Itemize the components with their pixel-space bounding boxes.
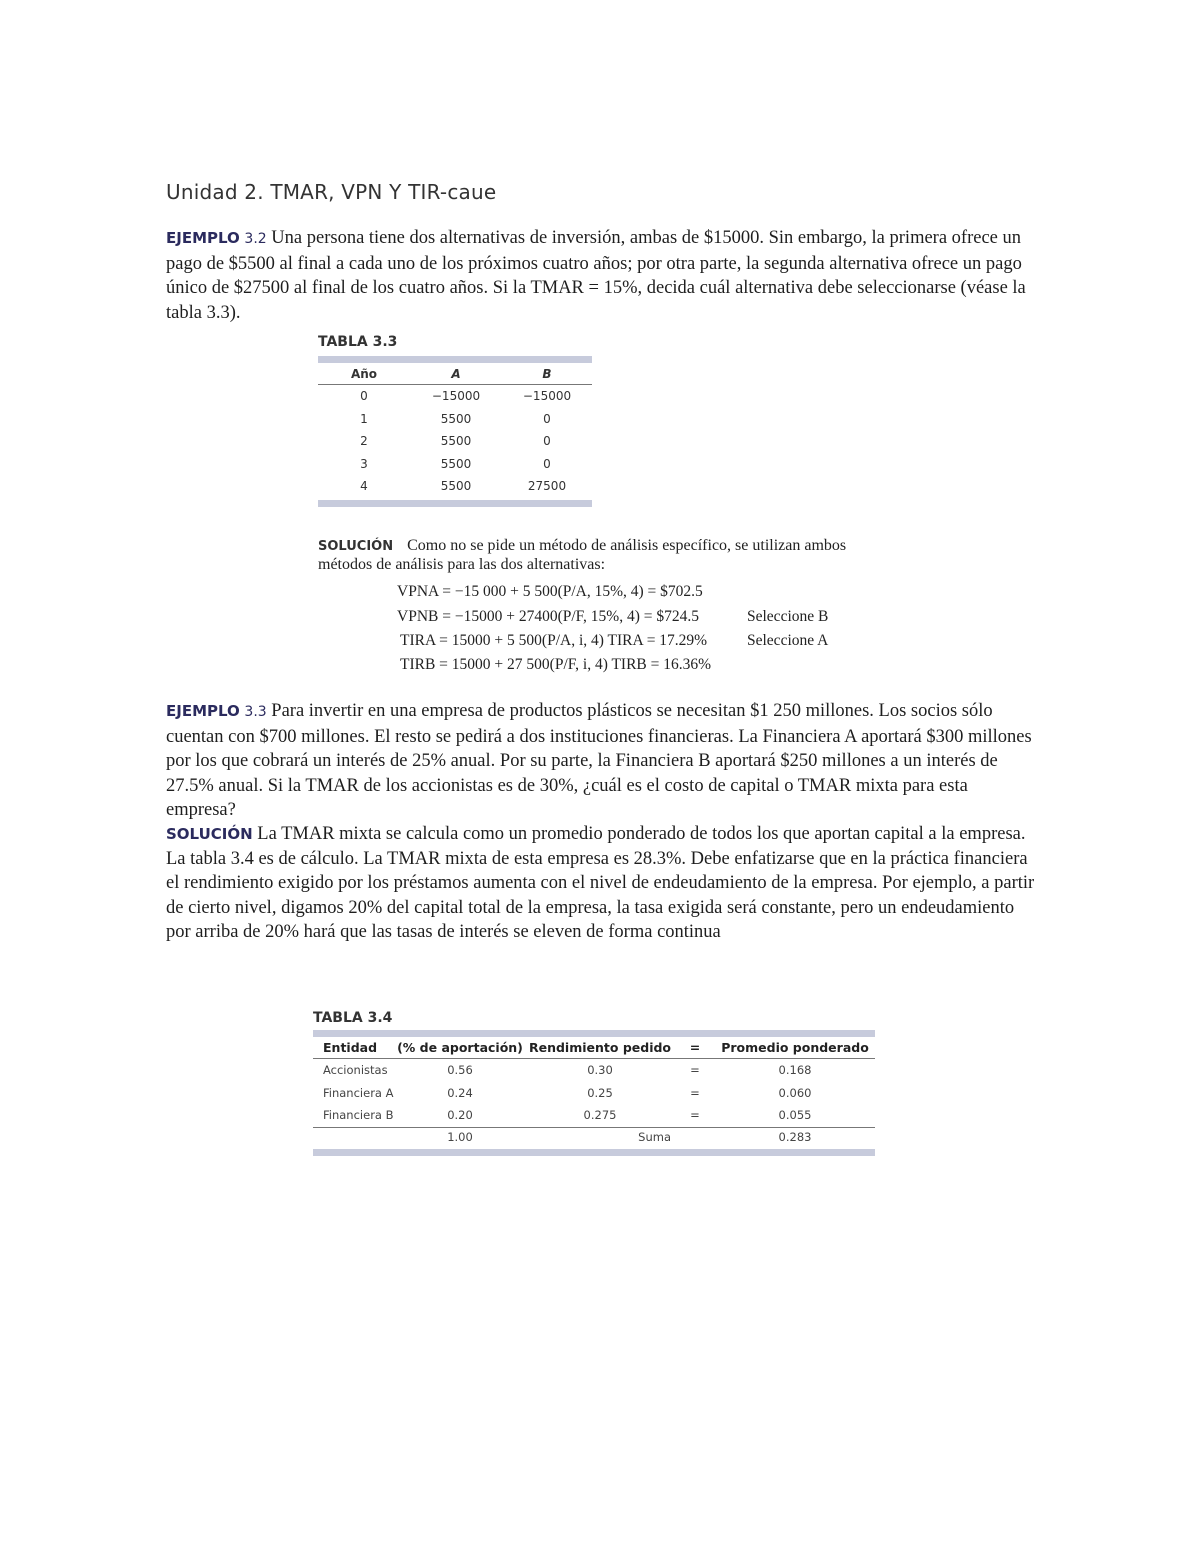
cell: 0.168 (778, 1063, 812, 1078)
header-rendimiento: Rendimiento pedido (528, 1040, 672, 1055)
ejemplo-number: 3.2 (244, 231, 267, 247)
header-b: B (542, 366, 552, 381)
cell: Accionistas (323, 1063, 388, 1078)
formula-tir-b (400, 656, 711, 674)
cell: 0 (543, 434, 551, 449)
cell: 1.00 (447, 1129, 473, 1144)
cell: 3 (360, 456, 368, 471)
formula-vpn-a (397, 583, 703, 601)
table-header-row (313, 1037, 875, 1059)
cell: 0.275 (583, 1108, 617, 1123)
cell: 2 (360, 434, 368, 449)
formula-choice: Seleccione B (747, 608, 829, 625)
formula-expr: TIRA = 15000 + 5 500(P/A, i, 4) TIRA = 17.29% (400, 632, 708, 649)
tabla-3-4 (313, 1010, 875, 1156)
cell: 4 (360, 479, 368, 494)
cell: 0.25 (587, 1085, 613, 1100)
formula-choice: Seleccione A (747, 632, 829, 649)
cell: 0.055 (778, 1108, 812, 1123)
formula-expr: TIRB = 15000 + 27 500(P/F, i, 4) TIRB = 16.36% (400, 656, 712, 673)
cell: 5500 (440, 434, 472, 449)
table-row (318, 408, 592, 431)
table-row (318, 475, 592, 498)
solucion-label: SOLUCIÓN (318, 539, 394, 554)
table-band-bottom (318, 500, 592, 507)
cell: 0.24 (447, 1085, 473, 1100)
header-a: A (451, 366, 461, 381)
header-aportacion: (% de aportación) (397, 1040, 523, 1055)
formula-vpn-b (397, 608, 829, 626)
ejemplo-number: 3.3 (244, 704, 267, 720)
header-equals: = (689, 1040, 701, 1055)
table-band-bottom (313, 1149, 875, 1156)
cell: 0.283 (778, 1129, 812, 1144)
ejemplo-text: Una persona tiene dos alternativas de inversión, ambas de $15000. Sin embargo, la primera ofrece un pago de $5500 al final a cada uno de los próximos cuatro años; por otra parte, la segunda alternativa ofrece un pago único de $27500 al final de los cuatro años. Si la TMAR = 15%, decida cuál alternativa debe seleccionarse (véase la tabla 3.3). (166, 228, 1026, 323)
cell: = (690, 1085, 700, 1100)
table-row (318, 453, 592, 476)
ejemplo-label: EJEMPLO (166, 229, 240, 247)
page-heading: Unidad 2. TMAR, VPN Y TIR-caue (166, 180, 497, 204)
cell: = (690, 1108, 700, 1123)
table-row (313, 1104, 875, 1127)
ejemplo-label: EJEMPLO (166, 702, 240, 720)
table-band-top (313, 1030, 875, 1037)
cell: 0 (360, 389, 368, 404)
solucion-intro (318, 537, 898, 574)
table-row (318, 385, 592, 408)
formula-tir-a (400, 632, 829, 650)
cell: 27500 (527, 479, 567, 494)
cell: 0 (543, 411, 551, 426)
ejemplo-3-3-paragraph (166, 699, 1038, 823)
header-promedio: Promedio ponderado (721, 1040, 869, 1055)
cell: 1 (360, 411, 368, 426)
solucion-3-3-paragraph (166, 822, 1038, 945)
cell: 0 (543, 456, 551, 471)
cell: 0.30 (587, 1063, 613, 1078)
cell: Suma (638, 1129, 671, 1144)
solucion-text: La TMAR mixta se calcula como un promedio ponderado de todos los que aportan capital a la empresa. La tabla 3.4 es de cálculo. La TMAR mixta de esta empresa es 28.3%. Debe enfatizarse que en la práctica financiera el rendimiento exigido por los préstamos aumenta con el nivel de endeudamiento de la empresa. Por ejemplo, a partir de cierto nivel, digamos 20% del capital total de la empresa, la tasa exigida será constante, pero un endeudamiento por arriba de 20% hará que las tasas de interés se eleven de forma continua (166, 824, 1035, 943)
solucion-text: Como no se pide un método de análisis específico, se utilizan ambos métodos de análisis para las dos alternativas: (318, 537, 847, 573)
table-row (313, 1059, 875, 1082)
header-ano: Año (350, 366, 378, 381)
ejemplo-3-2-paragraph (166, 226, 1038, 325)
tabla-3-3 (318, 334, 592, 507)
solucion-3-2 (318, 537, 898, 574)
cell: Financiera B (323, 1108, 394, 1123)
cell: 0.060 (778, 1085, 812, 1100)
cell: 0.20 (447, 1108, 473, 1123)
cell: = (690, 1063, 700, 1078)
table-row (318, 430, 592, 453)
tabla-3-3-title: TABLA 3.3 (318, 334, 398, 350)
cell: 5500 (440, 411, 472, 426)
header-entidad: Entidad (323, 1040, 378, 1055)
cell: 5500 (440, 456, 472, 471)
cell: −15000 (522, 389, 572, 404)
table-band-top (318, 356, 592, 363)
solucion-label: SOLUCIÓN (166, 825, 253, 843)
formula-expr: VPNA = −15 000 + 5 500(P/A, 15%, 4) = $702.5 (397, 583, 703, 600)
cell: −15000 (431, 389, 481, 404)
cell: Financiera A (323, 1085, 394, 1100)
tabla-3-4-title: TABLA 3.4 (313, 1010, 393, 1026)
table-sum-row (313, 1127, 875, 1146)
cell: 0.56 (447, 1063, 473, 1078)
cell: 5500 (440, 479, 472, 494)
table-row (313, 1082, 875, 1105)
ejemplo-text: Para invertir en una empresa de productos plásticos se necesitan $1 250 millones. Los socios sólo cuentan con $700 millones. El resto se pedirá a dos instituciones financieras. La Financiera A aportará $300 millones por los que cobrará un interés de 25% anual. Por su parte, la Financiera B aportará $250 millones a un interés de 27.5% anual. Si la TMAR de los accionistas es de 30%, ¿cuál es el costo de capital o TMAR mixta para esta empresa? (166, 701, 1032, 821)
table-header-row (318, 363, 592, 385)
formula-expr: VPNB = −15000 + 27400(P/F, 15%, 4) = $724.5 (397, 608, 699, 625)
